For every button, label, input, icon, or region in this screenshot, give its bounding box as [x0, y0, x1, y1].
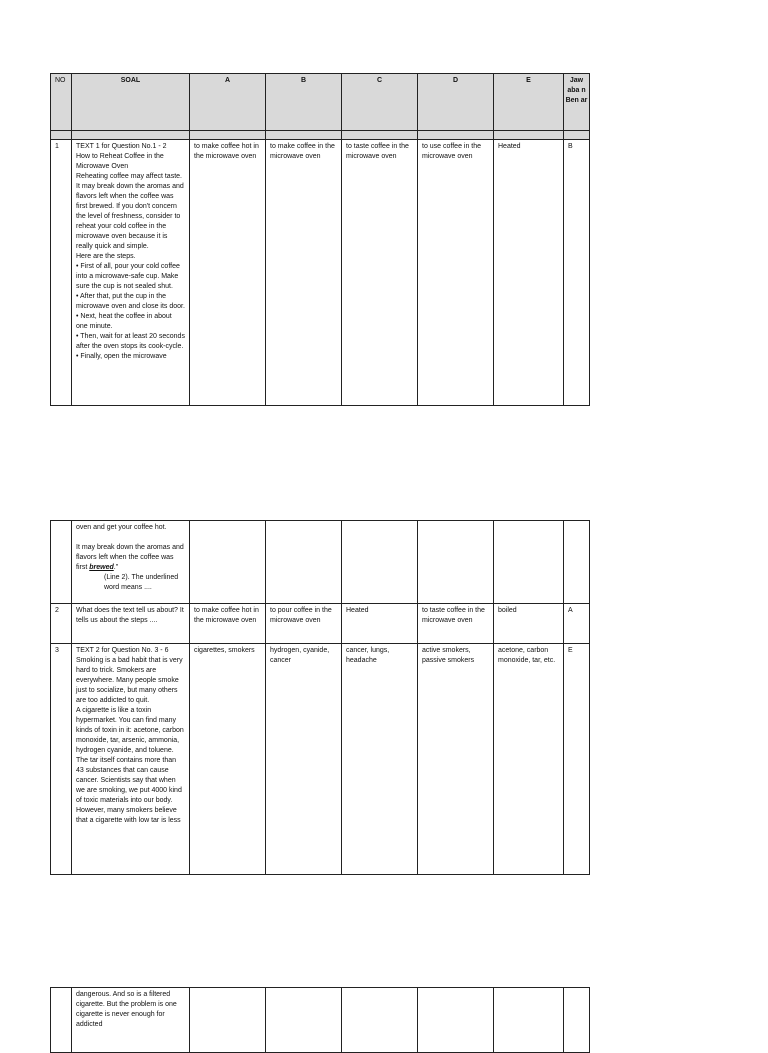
- option-a: to make coffee hot in the microwave oven: [190, 140, 266, 406]
- question-row-3: [51, 644, 590, 875]
- question-number: 2: [51, 604, 72, 644]
- header-option-c: C: [342, 74, 418, 131]
- question-row-1: [51, 140, 590, 406]
- question-text: TEXT 2 for Question No. 3 - 6 Smoking is a bad habit that is very hard to trick. Smokers are everywhere. Many people smoke just to socialize, but many others are too addicted to quit. A cigarette is like a toxin hypermarket. You can find many kinds of toxin in it: acetone, carbon monoxide, tar, arsenic, ammonia, hydrogen cyanide, and toluene. The tar itself contains more than 43 substances that can cause cancer. Scientists say that when we are smoking, we put 4000 kind of toxic materials into our body. However, many smokers believe that a cigarette with low tar is less: [72, 644, 190, 875]
- header-soal: SOAL: [72, 74, 190, 131]
- option-d: to taste coffee in the microwave oven: [418, 604, 494, 644]
- question-text-continued: dangerous. And so is a filtered cigarette. But the problem is one cigarette is never enough for addicted: [72, 988, 190, 1053]
- option-b: to make coffee in the microwave oven: [266, 140, 342, 406]
- header-row: [51, 74, 590, 131]
- option-d: to use coffee in the microwave oven: [418, 140, 494, 406]
- header-jawaban-benar: Jaw aba n Ben ar: [564, 74, 590, 131]
- question-text: What does the text tell us about? It tells us about the steps ....: [72, 604, 190, 644]
- question-table-page-3: [50, 987, 590, 1053]
- question-text-continued: [72, 521, 190, 604]
- spacer-row: [51, 131, 590, 140]
- option-b: hydrogen, cyanide, cancer: [266, 644, 342, 875]
- question-table-page-2: [50, 520, 590, 875]
- correct-answer: E: [564, 644, 590, 875]
- option-c: to taste coffee in the microwave oven: [342, 140, 418, 406]
- option-e: acetone, carbon monoxide, tar, etc.: [494, 644, 564, 875]
- option-a: to make coffee hot in the microwave oven: [190, 604, 266, 644]
- header-option-d: D: [418, 74, 494, 131]
- correct-answer: B: [564, 140, 590, 406]
- header-option-b: B: [266, 74, 342, 131]
- question-text: TEXT 1 for Question No.1 - 2 How to Reheat Coffee in the Microwave Oven Reheating coffee may affect taste. It may break down the aromas and flavors left when the coffee was first brewed. If you don't concern the level of freshness, consider to reheat your cold coffee in the microwave oven because it is really quick and simple. Here are the steps. • First of all, pour your cold coffee into a microwave-safe cup. Make sure the cup is not sealed shut. • After that, put the cup in the microwave oven and close its door. • Next, heat the coffee in about one minute. • Then, wait for at least 20 seconds after the oven stops its cook-cycle. • Finally, open the microwave: [72, 140, 190, 406]
- option-e: boiled: [494, 604, 564, 644]
- option-d: active smokers, passive smokers: [418, 644, 494, 875]
- question-number: 3: [51, 644, 72, 875]
- question-row-2: [51, 604, 590, 644]
- option-a: cigarettes, smokers: [190, 644, 266, 875]
- option-b: to pour coffee in the microwave oven: [266, 604, 342, 644]
- question-row-3-continued: [51, 988, 590, 1053]
- question-row-1-continued: [51, 521, 590, 604]
- option-c: cancer, lungs, headache: [342, 644, 418, 875]
- question-table-page-1: [50, 73, 590, 406]
- header-option-e: E: [494, 74, 564, 131]
- question-number: 1: [51, 140, 72, 406]
- header-no: NO: [51, 74, 72, 131]
- underlined-word: brewed: [89, 564, 114, 571]
- quoted-sentence: It may break down the aromas and flavors left when the coffee was first brewed.": [76, 544, 184, 571]
- header-option-a: A: [190, 74, 266, 131]
- line-reference: (Line 2). The underlined word means ....: [104, 574, 179, 591]
- option-c: Heated: [342, 604, 418, 644]
- correct-answer: A: [564, 604, 590, 644]
- option-e: Heated: [494, 140, 564, 406]
- continued-line: oven and get your coffee hot.: [76, 524, 167, 531]
